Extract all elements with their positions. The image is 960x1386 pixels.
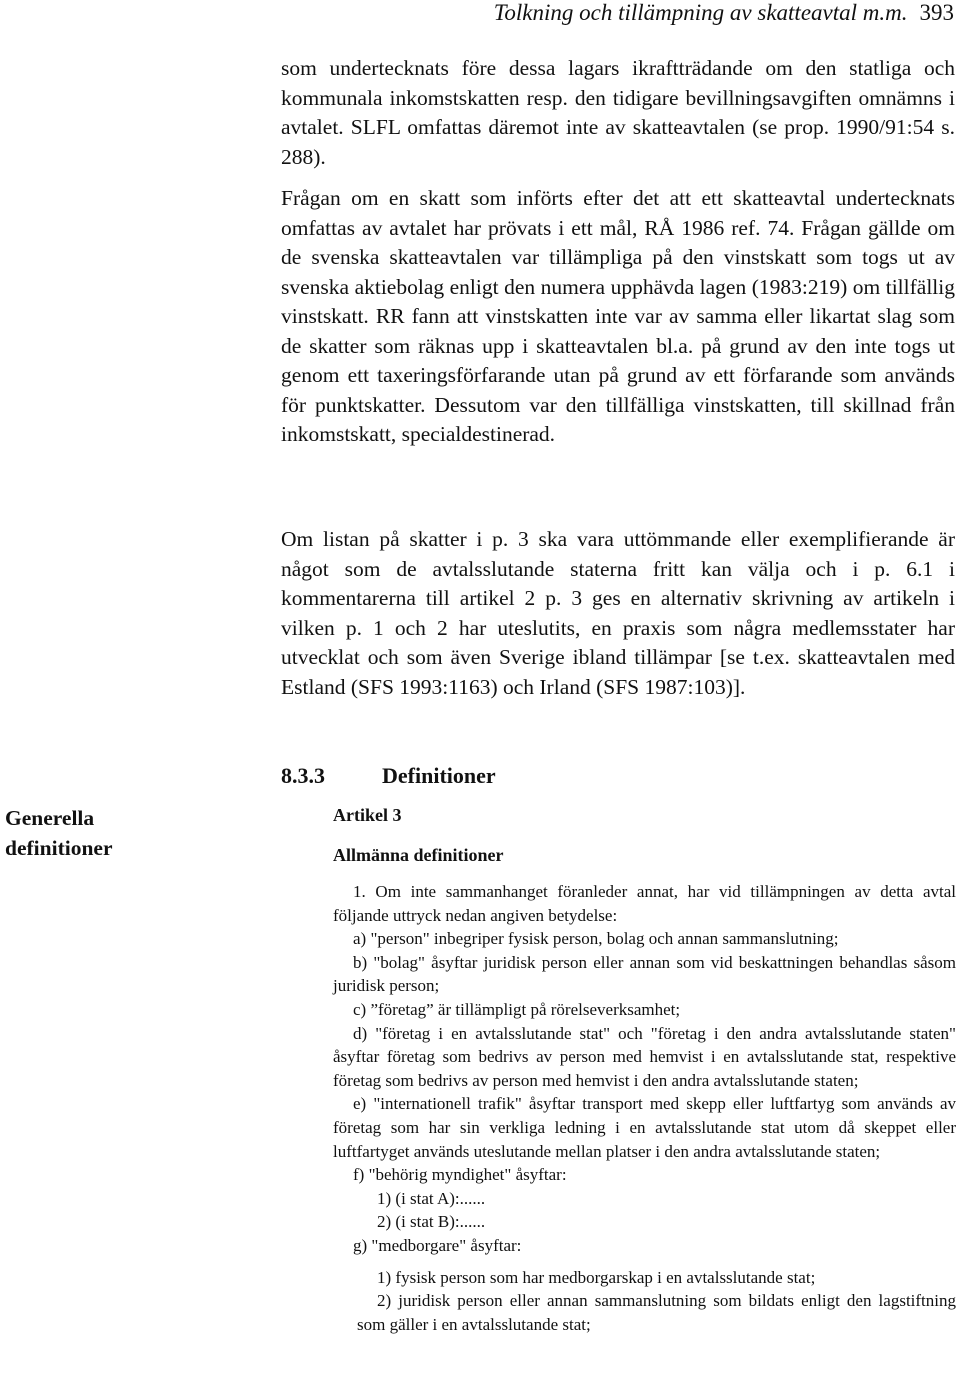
article-subtitle: Allmänna definitioner <box>333 845 504 865</box>
article-item-b: b) "bolag" åsyftar juridisk person eller annan som vid beskattningen behandlas såsom juridisk person; <box>333 952 956 996</box>
article-item-f1: 1) (i stat A):...... <box>377 1188 486 1208</box>
article-item-d: d) "företag i en avtalsslutande stat" och "företag i den andra avtalsslutande staten" åsyftar företag som bedrivs av person med hemvist i en avtalsslutande stat, respektive företag som bedrivs av person med hemvist i den andra avtalsslutande staten; <box>333 1023 956 1090</box>
body-paragraph-2: Frågan om en skatt som införts efter det att ett skatteavtal undertecknats omfattas av avtalet har prövats i ett mål, RÅ 1986 ref. 74. Frågan gällde om de svenska skatteavtalen var tillämpliga på den vinstskatt som togs ut av svenska aktiebolag enligt den numera upphävda lagen (1983:219) om tillfällig vinstskatt. RR fann att vinstskatten inte var av samma eller likartat slag som de skatter som räknas upp i skatteavtalen bl.a. på grund av den inte togs ut genom ett taxeringsförfarande utan på grund av ett förfarande som används för punktskatter. Dessutom var den tillfälliga vinstskatten, till skillnad från inkomstskatt, specialdestinerad. <box>281 186 955 446</box>
article-item-a: a) "person" inbegriper fysisk person, bolag och annan sammanslutning; <box>353 929 839 949</box>
section-heading <box>281 762 496 790</box>
margin-note-line-2: definitioner <box>5 835 113 860</box>
margin-note-line-1: Generella <box>5 806 95 830</box>
article-item-g2: 2) juridisk person eller annan sammanslutning som bildats enligt den lagstiftning som gäller i en avtalsslutande stat; <box>357 1291 956 1334</box>
page-number: 393 <box>919 0 954 25</box>
margin-note <box>5 804 155 863</box>
article-item-c: c) ”företag” är tillämpligt på rörelseverksamhet; <box>353 999 681 1019</box>
article-body <box>333 880 956 1336</box>
article-item-g1: 1) fysisk person som har medborgarskap i en avtalsslutande stat; <box>377 1267 816 1287</box>
running-header-title: Tolkning och tillämpning av skatteavtal m.m. <box>493 0 908 25</box>
article-item-f2: 2) (i stat B):...... <box>377 1212 486 1232</box>
article-title: Artikel 3 <box>333 805 402 825</box>
article-item-f: f) "behörig myndighet" åsyftar: <box>353 1165 567 1185</box>
body-paragraph-3: Om listan på skatter i p. 3 ska vara uttömmande eller exemplifierande är något som de avtalsslutande staterna fritt kan välja och i p. 6.1 i kommentarerna till artikel 2 p. 3 ges en alternativ skrivning av artikeln i vilken p. 1 och 2 har uteslutits, en praxis som några medlemsstater har utvecklat och som även Sverige ibland tillämpar [se t.ex. skatteavtalen med Estland (SFS 1993:1163) och Irland (SFS 1987:103)]. <box>281 527 955 699</box>
section-title: Definitioner <box>382 763 496 788</box>
running-header <box>494 0 954 26</box>
article-item-e: e) "internationell trafik" åsyftar transport med skepp eller luftfartyg som används av företag som har sin verkliga ledning i en avtalsslutande stat utom då skeppet eller luftfartyget används uteslutande mellan platser i den andra avtalsslutande staten; <box>333 1094 956 1161</box>
article-item-g: g) "medborgare" åsyftar: <box>353 1235 522 1255</box>
article-item-intro: 1. Om inte sammanhanget föranleder annat, har vid tillämpningen av detta avtal följande uttryck nedan angiven betydelse: <box>333 882 956 925</box>
body-paragraph-1: som undertecknats före dessa lagars ikraftträdande om den statliga och kommunala inkomstskatten resp. den tidigare bevillningsavgiften omnämns i avtalet. SLFL omfattas däremot inte av skatteavtalen (se prop. 1990/91:54 s. 288). <box>281 56 955 169</box>
section-number: 8.3.3 <box>281 763 325 788</box>
